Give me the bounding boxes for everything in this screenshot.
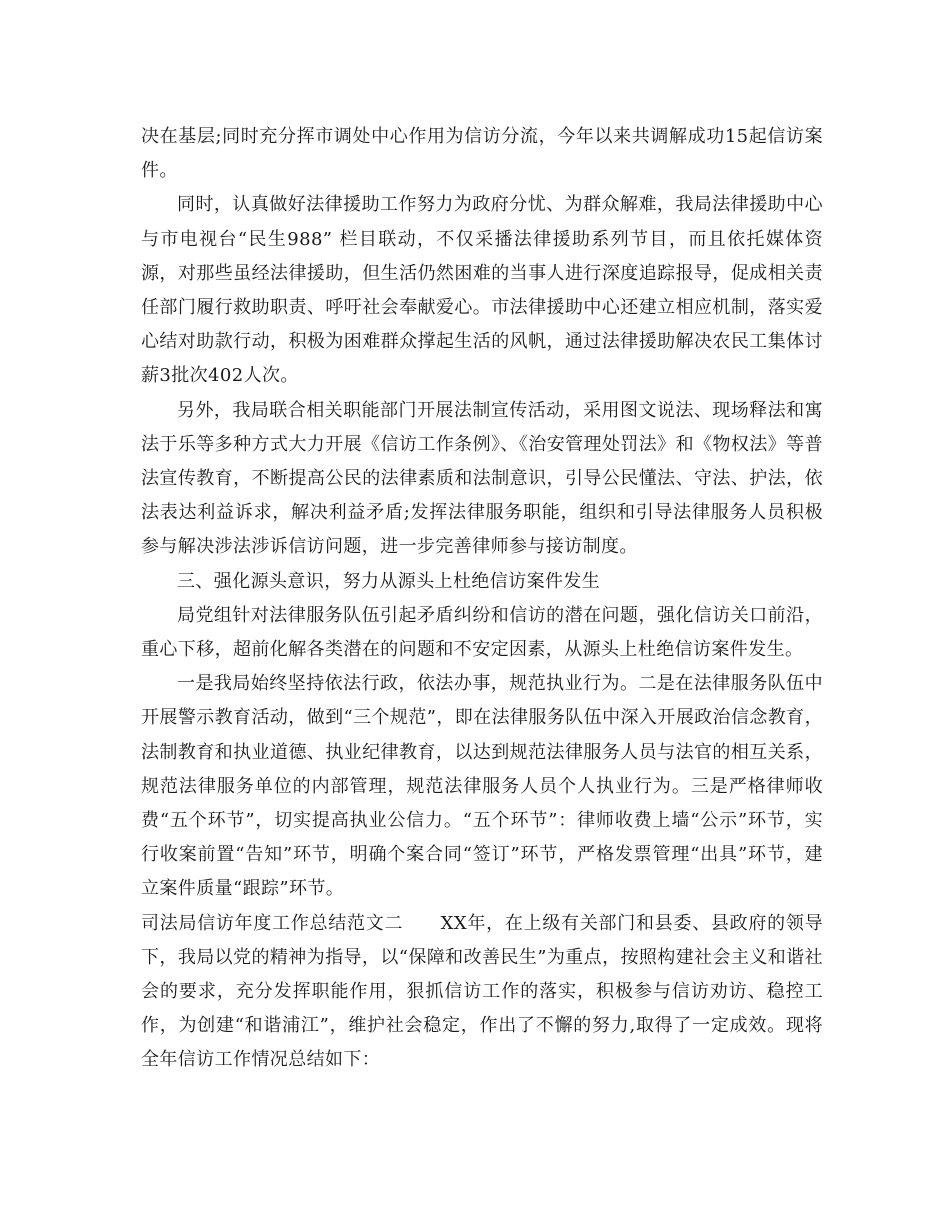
paragraph-3: 另外，我局联合相关职能部门开展法制宣传活动，采用图文说法、现场释法和寓法于乐等多种方式大力开展《信访工作条例》、《治安管理处罚法》和《物权法》等普法宣传教育，不断提高公民的法律素质和法制意识，引导公民懂法、守法、护法，依法表达利益诉求，解决利益矛盾;发挥法律服务职能，组织和引导法律服务人员积极参与解决涉法涉诉信访问题，进一步完善律师参与接访制度。 xyxy=(141,399,823,558)
paragraph-6: 司法局信访年度工作总结范文二 XX年，在上级有关部门和县委、县政府的领导下，我局以党的精神为指导，以“保障和改善民生”为重点，按照构建社会主义和谐社会的要求，充分发挥职能作用，狠抓信访工作的落实，积极参与信访劝访、稳控工作，为创建“和谐浦江”，维护社会稳定，作出了不懈的努力,取得了一定成效。现将全年信访工作情况总结如下： xyxy=(141,912,823,1071)
section-heading: 三、强化源头意识，努力从源头上杜绝信访案件发生 xyxy=(177,570,601,592)
paragraph-4: 局党组针对法律服务队伍引起矛盾纠纷和信访的潜在问题，强化信访关口前沿，重心下移，超前化解各类潜在的问题和不安定因素，从源头上杜绝信访案件发生。 xyxy=(141,604,823,661)
document-body xyxy=(141,120,823,1078)
paragraph-5: 一是我局始终坚持依法行政，依法办事，规范执业行为。二是在法律服务队伍中开展警示教育活动，做到“三个规范”，即在法律服务队伍中深入开展政治信念教育，法制教育和执业道德、执业纪律教育，以达到规范法律服务人员与法官的相互关系，规范法律服务单位的内部管理，规范法律服务人员个人执业行为。三是严格律师收费“五个环节”，切实提高执业公信力。“五个环节”：律师收费上墙“公示”环节，实行收案前置“告知”环节，明确个案合同“签订”环节，严格发票管理“出具”环节，建立案件质量“跟踪”环节。 xyxy=(141,673,823,900)
paragraph-2: 同时，认真做好法律援助工作努力为政府分忧、为群众解难，我局法律援助中心与市电视台“民生988” 栏目联动，不仅采播法律援助系列节目，而且依托媒体资源，对那些虽经法律援助，但生活仍然困难的当事人进行深度追踪报导，促成相关责任部门履行救助职责、呼吁社会奉献爱心。市法律援助中心还建立相应机制，落实爱心结对助款行动，积极为困难群众撑起生活的风帆，通过法律援助解决农民工集体讨薪3批次402人次。 xyxy=(141,194,823,387)
paragraph-1: 决在基层;同时充分挥市调处中心作用为信访分流，今年以来共调解成功15起信访案件。 xyxy=(141,126,823,182)
